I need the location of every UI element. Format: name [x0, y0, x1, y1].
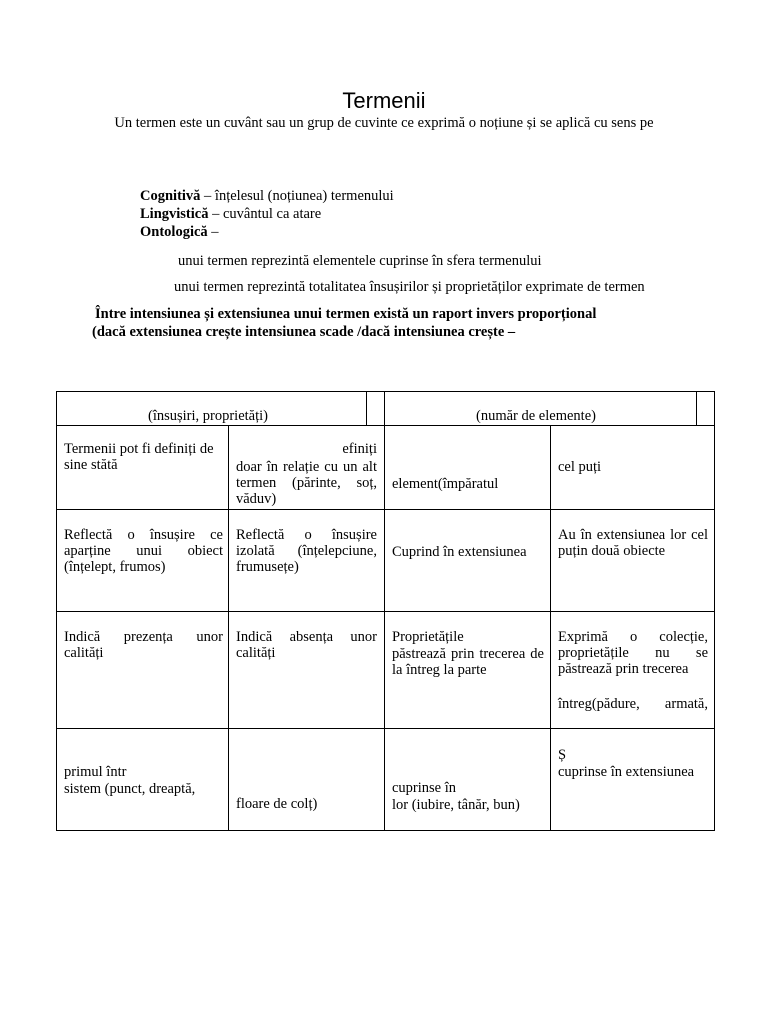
extension-definition: unui termen reprezintă elementele cuprinse în sfera termenului	[178, 253, 542, 269]
table-border-left	[56, 391, 57, 831]
table-cell: Termenii pot fi definiți de sine stătă	[64, 441, 214, 473]
table-cell: sistem (punct, dreaptă,	[64, 781, 196, 797]
table-cell: element(împăratul	[392, 476, 499, 492]
table-cell: efiniți	[342, 441, 377, 457]
intro-text: Un termen este un cuvânt sau un grup de cuvinte ce exprimă o noțiune și se aplică cu sens pe	[114, 115, 654, 131]
aspect-ontological	[140, 224, 219, 241]
table-rule	[696, 391, 697, 425]
table-rule	[56, 425, 715, 426]
table-cell: doar în relație cu un alt termen (părinte, soț, văduv)	[236, 459, 377, 507]
aspect-desc: – înțelesul (noțiunea) termenului	[200, 188, 394, 204]
table-cell: cel puți	[558, 459, 602, 475]
table-cell: Reflectă o însușire izolată (înțelepciune, frumusețe)	[236, 527, 377, 575]
relation-detail: (dacă extensiunea crește intensiunea scade /dacă intensiunea crește –	[92, 324, 516, 340]
header-extension: (număr de elemente)	[476, 408, 596, 424]
table-cell: Indică prezența unor calități	[64, 629, 223, 661]
table-border-top	[56, 391, 715, 392]
page-title: Termenii	[342, 88, 426, 113]
table-cell: floare de colț)	[236, 796, 318, 812]
table-cell: cuprinse în extensiunea	[558, 764, 695, 780]
table-cell: Cuprind în extensiunea	[392, 544, 527, 560]
intension-definition: unui termen reprezintă totalitatea însușirilor și proprietăților exprimate de termen	[174, 279, 645, 295]
table-rule	[366, 391, 367, 425]
comparison-table	[56, 391, 715, 831]
table-cell: Proprietățile	[392, 629, 464, 645]
aspect-desc: – cuvântul ca atare	[208, 206, 322, 222]
table-rule	[56, 509, 715, 510]
table-cell: Exprimă o colecție, proprietățile nu se păstrează prin trecerea	[558, 629, 708, 677]
table-cell: primul într	[64, 764, 127, 780]
table-cell: păstrează prin trecerea de la întreg la parte	[392, 646, 544, 678]
aspect-desc: –	[207, 224, 219, 240]
table-rule	[228, 425, 229, 831]
aspect-term: Cognitivă	[140, 188, 201, 204]
table-cell: Au în extensiunea lor cel puțin două obiecte	[558, 527, 708, 559]
table-cell: lor (iubire, tânăr, bun)	[392, 797, 520, 813]
table-cell: Reflectă o însușire ce aparține unui obiect (înțelept, frumos)	[64, 527, 223, 575]
header-intension: (însușiri, proprietăți)	[148, 408, 269, 424]
aspect-term: Ontologică	[140, 224, 208, 240]
table-border-right	[714, 391, 715, 831]
aspect-linguistic	[140, 206, 321, 223]
aspect-term: Lingvistică	[140, 206, 209, 222]
table-rule	[56, 611, 715, 612]
table-cell: cuprinse în	[392, 780, 457, 796]
table-cell: Indică absența unor calități	[236, 629, 377, 661]
table-border-bottom	[56, 830, 715, 831]
table-rule	[56, 728, 715, 729]
table-cell: Ș	[558, 747, 567, 763]
table-rule-middle	[384, 391, 385, 831]
table-rule	[550, 425, 551, 831]
relation-statement: Între intensiunea și extensiunea unui termen există un raport invers proporțional	[95, 306, 597, 322]
aspect-cognitive	[140, 188, 394, 205]
table-cell: întreg(pădure, armată,	[558, 696, 708, 712]
